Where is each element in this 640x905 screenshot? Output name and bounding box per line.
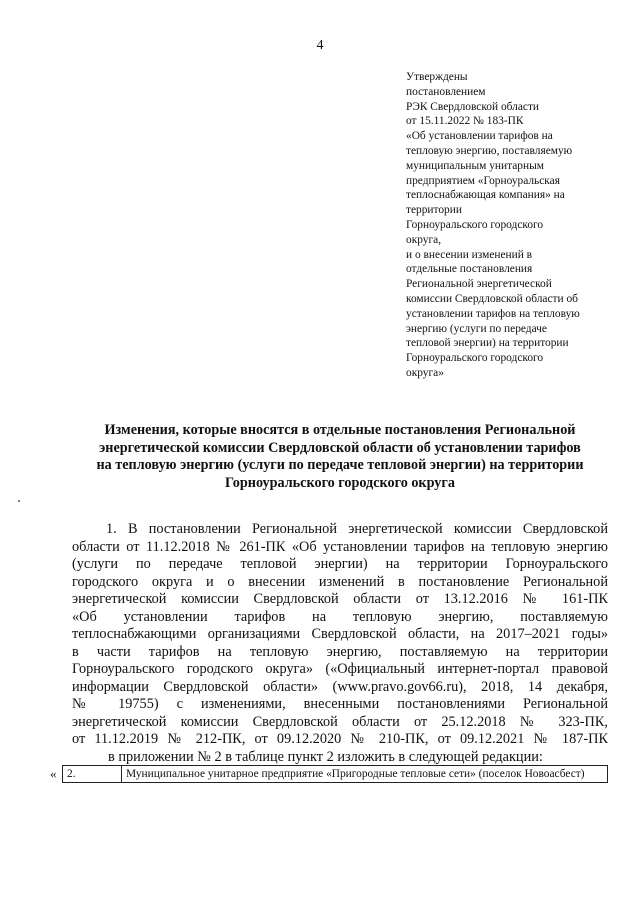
approval-line: Региональной энергетической bbox=[406, 278, 552, 291]
body-paragraph bbox=[72, 521, 608, 766]
body-line: информации Свердловской области» (www.pravo.gov66.ru), 2018, 14 декабря, bbox=[72, 678, 608, 695]
body-line: в приложении № 2 в таблице пункт 2 изложить в следующей редакции: bbox=[108, 748, 543, 765]
body-line: области от 11.12.2018 № 261-ПК «Об установлении тарифов на тепловую энергию bbox=[72, 538, 608, 555]
body-line: энергетической комиссии Свердловской области от 13.12.2016 № 161-ПК bbox=[72, 591, 608, 607]
approval-line: «Об установлении тарифов на bbox=[406, 130, 553, 143]
approval-line: Горноуральского городского bbox=[406, 352, 544, 365]
table-row bbox=[63, 766, 608, 783]
approval-line: муниципальным унитарным bbox=[406, 159, 544, 172]
approval-line: предприятием «Горноуральская bbox=[406, 174, 560, 187]
approval-line: РЭК Свердловской области bbox=[406, 100, 540, 113]
approval-line: территории bbox=[406, 204, 462, 217]
body-line: энергетической комиссии Свердловской области от 25.12.2018 № 323-ПК, bbox=[72, 713, 608, 730]
scan-speck bbox=[18, 500, 20, 502]
body-line: (услуги по передаче тепловой энергии) на территории Горноуральского bbox=[72, 556, 608, 572]
body-line: в части тарифов на тепловую энергию, поставляемую на территории bbox=[72, 643, 608, 660]
approval-line: комиссии Свердловской области об bbox=[406, 292, 578, 305]
body-line: «Об установлении тарифов на тепловую энергию, поставляемую bbox=[72, 608, 608, 625]
heading-line: Горноуральского городского округа bbox=[225, 474, 455, 491]
tariff-table bbox=[62, 765, 608, 783]
body-line: № 19755) с изменениями, внесенными постановлениями Региональной bbox=[72, 696, 608, 712]
approval-line: Утверждены bbox=[406, 71, 468, 83]
body-line: Горноуральского городского округа» («Официальный интернет-портал правовой bbox=[72, 661, 608, 677]
body-line: теплоснабжающими организациями Свердловской области, на 2017–2021 годы» bbox=[72, 626, 608, 642]
table-cell-number: 2. bbox=[63, 766, 122, 783]
approval-line: тепловой энергии) на территории bbox=[406, 337, 569, 350]
approval-line: энергию (услуги по передаче bbox=[406, 322, 547, 335]
approval-line: установлении тарифов на тепловую bbox=[406, 307, 580, 320]
heading-line: на тепловую энергию (услуги по передаче тепловой энергии) на территории bbox=[96, 457, 584, 473]
page-number: 4 bbox=[316, 38, 324, 53]
heading-line: энергетической комиссии Свердловской области об установлении тарифов bbox=[99, 439, 581, 456]
approval-line: округа» bbox=[406, 366, 444, 379]
approval-line: тепловую энергию, поставляемую bbox=[406, 144, 573, 157]
approval-line: постановлением bbox=[406, 85, 486, 98]
approval-line: и о внесении изменений в bbox=[406, 248, 533, 261]
table-cell-organization: Муниципальное унитарное предприятие «Пригородные тепловые сети» (поселок Новоасбест) bbox=[122, 766, 608, 783]
approval-line: теплоснабжающая компания» на bbox=[406, 189, 565, 202]
body-line: 1. В постановлении Региональной энергетической комиссии Свердловской bbox=[106, 521, 608, 537]
table-open-quote: « bbox=[50, 766, 57, 781]
heading-line: Изменения, которые вносятся в отдельные постановления Региональной bbox=[104, 422, 576, 438]
approval-line: отдельные постановления bbox=[406, 263, 533, 276]
document-heading bbox=[60, 422, 620, 492]
body-line: городского округа и о внесении изменений в постановление Региональной bbox=[72, 573, 608, 590]
body-line: от 11.12.2019 № 212-ПК, от 09.12.2020 № 210-ПК, от 09.12.2021 № 187-ПК bbox=[72, 731, 608, 747]
approval-block bbox=[406, 70, 612, 381]
approval-line: округа, bbox=[406, 233, 442, 246]
approval-line: Горноуральского городского bbox=[406, 218, 544, 231]
approval-line: от 15.11.2022 № 183-ПК bbox=[406, 115, 524, 128]
